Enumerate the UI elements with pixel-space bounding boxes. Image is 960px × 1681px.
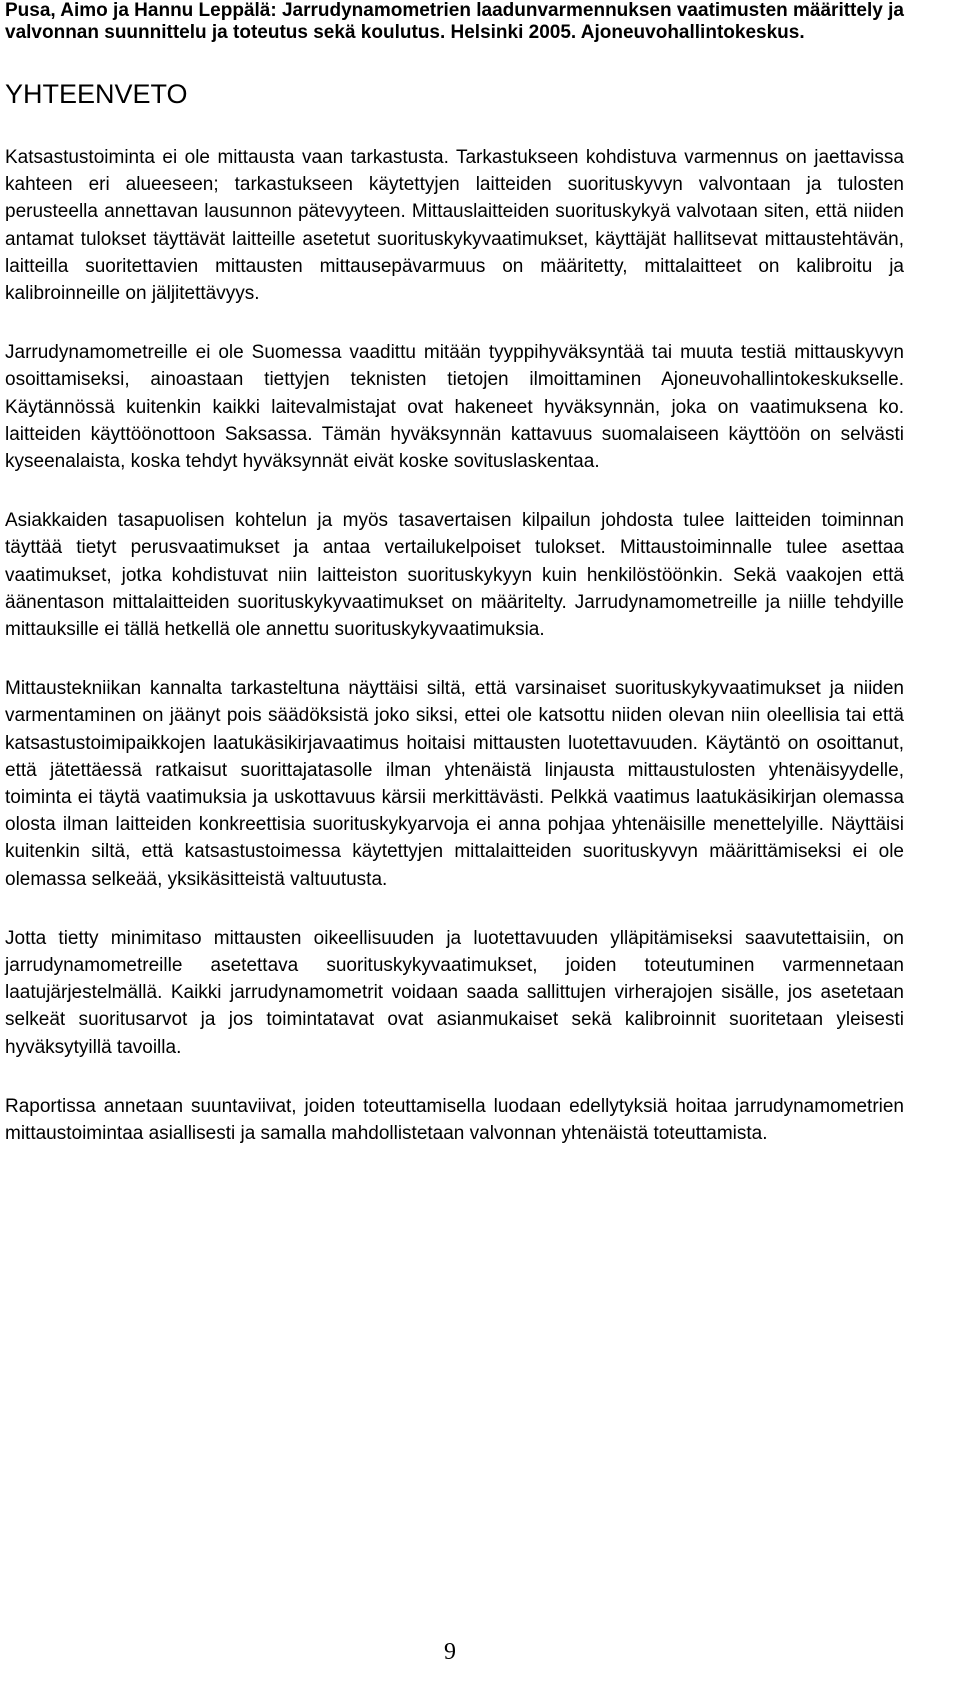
paragraph: Asiakkaiden tasapuolisen kohtelun ja myös tasavertaisen kilpailun johdosta tulee laitteiden toiminnan täyttää tietyt perusvaatimukset ja antaa vertailukelpoiset tulokset. Mittaustoiminnalle tulee asettaa vaatimukset, jotka kohdistuvat niin laitteiston suorituskykyyn kuin henkilöstöönkin. Sekä vaakojen että äänentason mittalaitteiden suorituskykyvaatimukset on määritelty. Jarrudynamometreille ja niille tehdyille mittauksille ei tällä hetkellä ole annettu suorituskykyvaatimuksia. xyxy=(5,510,904,641)
section-heading: YHTEENVETO xyxy=(5,79,188,109)
paragraph: Katsastustoiminta ei ole mittausta vaan tarkastusta. Tarkastukseen kohdistuva varmennus on jaettavissa kahteen eri alueeseen; tarkastukseen käytettyjen laitteiden suorituskyvyn valvontaan ja tulosten perusteella annettavan lausunnon pätevyyteen. Mittauslaitteiden suorituskykyä valvotaan siten, että niiden antamat tulokset täyttävät laitteille asetetut suorituskykyvaatimukset, käyttäjät hallitsevat mittaustehtävän, laitteilla suoritettavien mittausten mittausepävarmuus on määritetty, mittalaitteet on kalibroitu ja kalibroinneille on jäljitettävyys. xyxy=(5,147,904,305)
page-number: 9 xyxy=(444,1639,456,1665)
paragraph: Mittaustekniikan kannalta tarkasteltuna näyttäisi siltä, että varsinaiset suorituskykyvaatimukset ja niiden varmentaminen on jäänyt pois säädöksistä joko siksi, ettei ole katsottu niiden olevan niin oleellisia tai että katsastustoimipaikkojen laatukäsikirjavaatimus hoitaisi mittausten luotettavuuden. Käytäntö on osoittanut, että jätettäessä ratkaisut suorittajatasolle ilman yhtenäistä linjausta mittaustulosten yhtenäisyydelle, toiminta ei täytä vaatimuksia ja uskottavuus kärsii merkittävästi. Pelkkä vaatimus laatukäsikirjan olemassa olosta ilman laitteiden konkreettisia suorituskykyarvoja ei anna pohjaa yhtenäisille menettelyille. Näyttäisi kuitenkin siltä, että katsastustoimessa käytettyjen mittalaitteiden suorituskyvyn määrittämiseksi ei ole olemassa selkeää, yksikäsitteistä valtuutusta. xyxy=(5,678,904,890)
paragraph: Jarrudynamometreille ei ole Suomessa vaadittu mitään tyyppihyväksyntää tai muuta testiä mittauskyvyn osoittamiseksi, ainoastaan tiettyjen teknisten tietojen ilmoittaminen Ajoneuvohallintokeskukselle. Käytännössä kuitenkin kaikki laitevalmistajat ovat hakeneet hyväksynnän, joka on vaatimuksena ko. laitteiden käyttöönottoon Saksassa. Tämän hyväksynnän kattavuus suomalaiseen käyttöön on selvästi kyseenalaista, koska tehdyt hyväksynnät eivät koske sovituslaskentaa. xyxy=(5,342,904,473)
paragraph: Jotta tietty minimitaso mittausten oikeellisuuden ja luotettavuuden ylläpitämiseksi saavutettaisiin, on jarrudynamometreille asetettava suorituskykyvaatimukset, joiden toteutuminen varmennetaan laatujärjestelmällä. Kaikki jarrudynamometrit voidaan saada sallittujen virherajojen sisälle, jos asetetaan selkeät suoritusarvot ja jos toimintatavat ovat asianmukaiset sekä kalibroinnit suoritetaan yleisesti hyväksytyillä tavoilla. xyxy=(5,927,904,1058)
paragraph: Raportissa annetaan suuntaviivat, joiden toteuttamisella luodaan edellytyksiä hoitaa jarrudynamometrien mittaustoimintaa asiallisesti ja samalla mahdollistetaan valvonnan yhtenäistä toteuttamista. xyxy=(5,1095,904,1145)
body-text xyxy=(5,144,904,1147)
citation: Pusa, Aimo ja Hannu Leppälä: Jarrudynamometrien laadunvarmennuksen vaatimusten määrittely ja valvonnan suunnittelu ja toteutus sekä koulutus. Helsinki 2005. Ajoneuvohallintokeskus. xyxy=(5,0,904,43)
